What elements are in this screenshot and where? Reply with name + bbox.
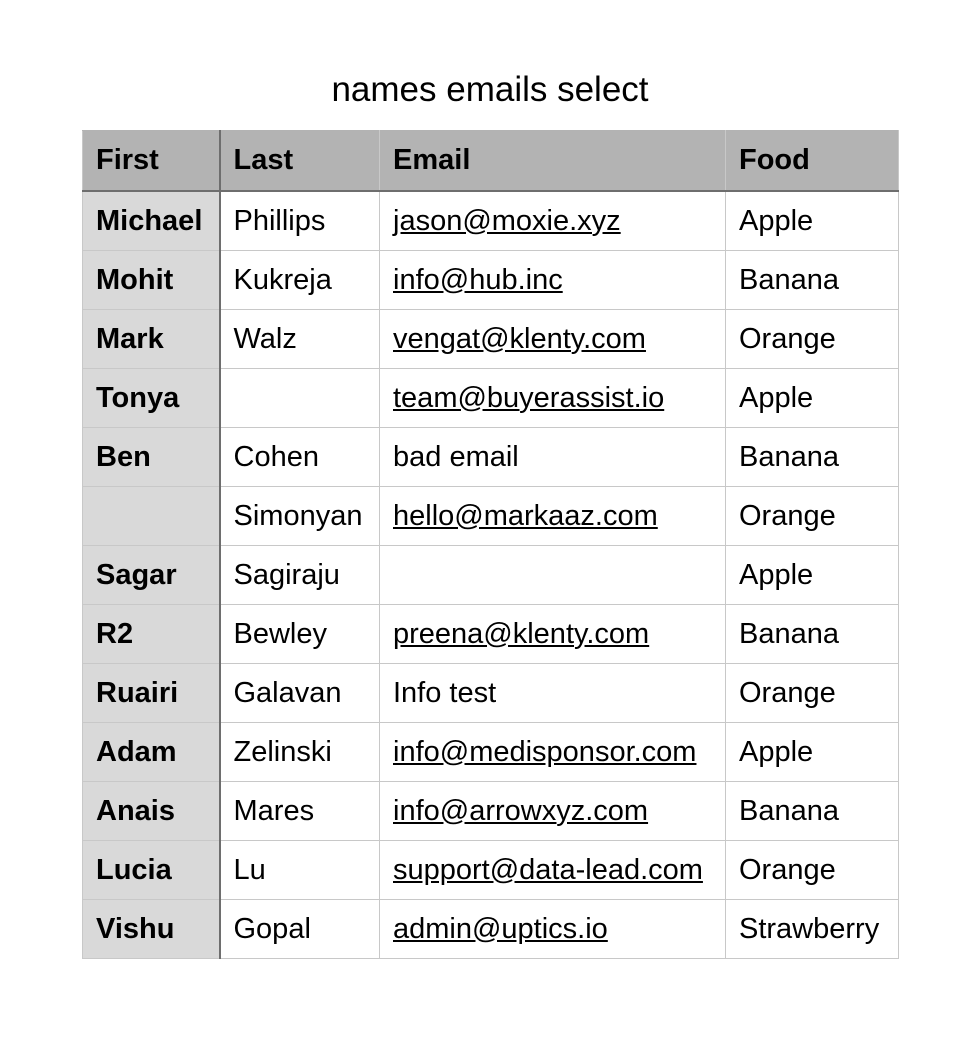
cell-first[interactable]: Michael [83, 191, 220, 251]
cell-first[interactable]: Ruairi [83, 664, 220, 723]
cell-email[interactable] [380, 191, 726, 251]
column-header-email[interactable]: Email [380, 131, 726, 192]
email-link[interactable]: info@medisponsor.com [393, 735, 697, 768]
page-title: names emails select [331, 70, 649, 109]
table-row [83, 723, 899, 782]
email-link[interactable]: info@hub.inc [393, 263, 563, 296]
cell-email[interactable] [380, 900, 726, 959]
cell-email[interactable] [380, 841, 726, 900]
cell-email[interactable] [380, 605, 726, 664]
column-header-first[interactable]: First [83, 131, 220, 192]
cell-food[interactable]: Apple [726, 546, 899, 605]
cell-first[interactable]: Mark [83, 310, 220, 369]
cell-email[interactable] [380, 782, 726, 841]
cell-last[interactable]: Kukreja [220, 251, 380, 310]
table-row [83, 546, 899, 605]
cell-last[interactable]: Simonyan [220, 487, 380, 546]
email-link[interactable]: support@data-lead.com [393, 853, 703, 886]
cell-email[interactable] [380, 723, 726, 782]
header-row [83, 131, 899, 192]
table-row [83, 251, 899, 310]
table-row [83, 310, 899, 369]
cell-food[interactable]: Strawberry [726, 900, 899, 959]
table-row [83, 900, 899, 959]
table-row [83, 664, 899, 723]
table-row [83, 369, 899, 428]
cell-food[interactable]: Apple [726, 723, 899, 782]
cell-food[interactable]: Banana [726, 428, 899, 487]
cell-first[interactable]: Anais [83, 782, 220, 841]
cell-first[interactable]: Vishu [83, 900, 220, 959]
cell-email[interactable] [380, 310, 726, 369]
cell-last[interactable]: Sagiraju [220, 546, 380, 605]
email-link[interactable]: team@buyerassist.io [393, 381, 665, 414]
cell-email[interactable] [380, 487, 726, 546]
email-link[interactable]: jason@moxie.xyz [393, 204, 621, 237]
cell-email[interactable]: bad email [380, 428, 726, 487]
cell-first[interactable]: Tonya [83, 369, 220, 428]
column-header-food[interactable]: Food [726, 131, 899, 192]
table-row [83, 428, 899, 487]
cell-first[interactable]: Adam [83, 723, 220, 782]
cell-food[interactable]: Apple [726, 191, 899, 251]
cell-email[interactable]: Info test [380, 664, 726, 723]
email-link[interactable]: admin@uptics.io [393, 912, 608, 945]
cell-food[interactable]: Banana [726, 782, 899, 841]
column-header-last[interactable]: Last [220, 131, 380, 192]
cell-first[interactable]: Mohit [83, 251, 220, 310]
cell-food[interactable]: Orange [726, 310, 899, 369]
table-row [83, 191, 899, 251]
cell-first[interactable]: Lucia [83, 841, 220, 900]
cell-last[interactable]: Mares [220, 782, 380, 841]
cell-last[interactable]: Cohen [220, 428, 380, 487]
email-link[interactable]: preena@klenty.com [393, 617, 650, 650]
email-link[interactable]: hello@markaaz.com [393, 499, 658, 532]
cell-food[interactable]: Orange [726, 841, 899, 900]
table-row [83, 605, 899, 664]
cell-food[interactable]: Banana [726, 251, 899, 310]
cell-first[interactable] [83, 487, 220, 546]
data-table [82, 130, 899, 959]
cell-last[interactable] [220, 369, 380, 428]
cell-email[interactable] [380, 546, 726, 605]
cell-food[interactable]: Banana [726, 605, 899, 664]
cell-last[interactable]: Walz [220, 310, 380, 369]
cell-email[interactable] [380, 251, 726, 310]
table-row [83, 782, 899, 841]
cell-food[interactable]: Apple [726, 369, 899, 428]
email-link[interactable]: info@arrowxyz.com [393, 794, 649, 827]
cell-first[interactable]: Ben [83, 428, 220, 487]
cell-first[interactable]: Sagar [83, 546, 220, 605]
email-link[interactable]: vengat@klenty.com [393, 322, 646, 355]
cell-last[interactable]: Galavan [220, 664, 380, 723]
cell-last[interactable]: Zelinski [220, 723, 380, 782]
cell-first[interactable]: R2 [83, 605, 220, 664]
table-row [83, 487, 899, 546]
cell-last[interactable]: Bewley [220, 605, 380, 664]
cell-last[interactable]: Lu [220, 841, 380, 900]
cell-last[interactable]: Phillips [220, 191, 380, 251]
cell-email[interactable] [380, 369, 726, 428]
cell-last[interactable]: Gopal [220, 900, 380, 959]
cell-food[interactable]: Orange [726, 487, 899, 546]
cell-food[interactable]: Orange [726, 664, 899, 723]
table-body [83, 191, 899, 959]
table-row [83, 841, 899, 900]
